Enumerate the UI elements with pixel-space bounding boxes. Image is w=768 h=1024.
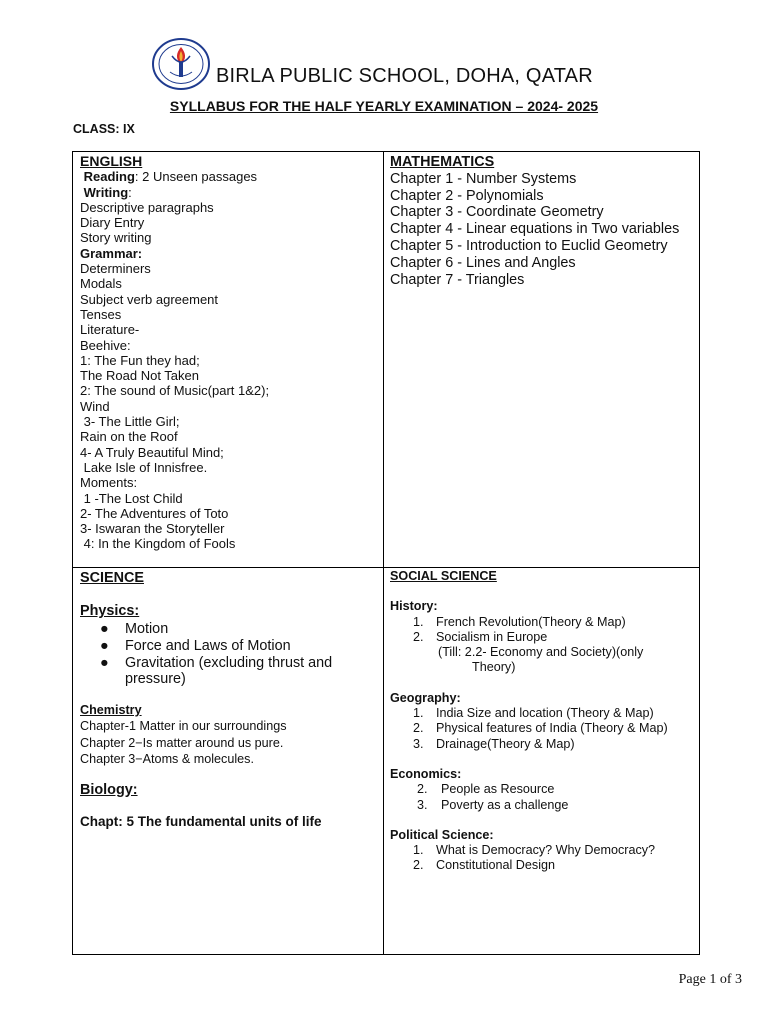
history-label: History: <box>390 599 438 614</box>
list-item: 1: The Fun they had; <box>80 352 200 368</box>
list-item: Chapter 2−Is matter around us pure. <box>80 735 284 750</box>
mathematics-cell <box>390 154 696 288</box>
list-item: Chapter 3 - Coordinate Geometry <box>390 204 604 221</box>
biology-label: Biology: <box>80 781 138 798</box>
list-item: 3. Drainage(Theory & Map) <box>413 736 575 751</box>
list-item: 2- The Adventures of Toto <box>80 505 229 521</box>
list-item: Story writing <box>80 230 152 246</box>
list-item: 4: In the Kingdom of Fools <box>80 536 236 552</box>
list-item: 3- The Little Girl; <box>80 414 180 430</box>
list-item: Chapter 2 - Polynomials <box>390 187 544 204</box>
english-cell <box>80 154 376 552</box>
biology-chapter: Chapt: 5 The fundamental units of life <box>80 813 322 829</box>
list-item: 2: The sound of Music(part 1&2); <box>80 383 270 399</box>
list-item: Lake Isle of Innisfree. <box>80 459 208 475</box>
economics-label: Economics: <box>390 766 462 781</box>
list-item: 3. Poverty as a challenge <box>417 797 569 812</box>
list-item: 2. Physical features of India (Theory & Map) <box>413 721 668 736</box>
document-header <box>152 38 672 90</box>
school-name: BIRLA PUBLIC SCHOOL, DOHA, QATAR <box>216 65 593 87</box>
list-item: Tenses <box>80 306 122 322</box>
list-item: 1. India Size and location (Theory & Map) <box>413 706 654 721</box>
list-item: Determiners <box>80 261 151 277</box>
science-heading: SCIENCE <box>80 570 144 586</box>
list-item: Chapter 3−Atoms & molecules. <box>80 752 254 767</box>
moments-label: Moments: <box>80 475 138 491</box>
writing-label: Writing <box>83 184 129 200</box>
page-number: Page 1 of 3 <box>678 972 742 987</box>
english-heading: ENGLISH <box>80 153 143 169</box>
school-crest-icon <box>152 38 210 90</box>
history-note: Theory) <box>472 660 516 675</box>
grammar-label: Grammar: <box>80 245 143 261</box>
list-item: 2. Socialism in Europe <box>413 629 548 644</box>
list-item: 3- Iswaran the Storyteller <box>80 521 225 537</box>
political-science-label: Political Science: <box>390 827 494 842</box>
geography-list <box>390 706 696 752</box>
history-list <box>390 615 696 646</box>
list-item: ● Motion <box>100 621 169 637</box>
list-item: Chapter 6 - Lines and Angles <box>390 254 576 271</box>
literature-label: Literature- <box>80 322 140 338</box>
bullet-icon: ● <box>100 654 109 671</box>
political-science-list <box>390 843 696 874</box>
class-label: CLASS: IX <box>73 122 135 136</box>
list-item: ● Force and Laws of Motion <box>100 637 291 654</box>
list-item: Modals <box>80 276 122 292</box>
list-item: Diary Entry <box>80 215 145 231</box>
reading-line <box>80 169 376 184</box>
list-item: 2. Constitutional Design <box>413 858 556 873</box>
list-item: Rain on the Roof <box>80 429 178 445</box>
science-cell <box>80 568 376 829</box>
column-divider <box>383 152 384 954</box>
social-science-cell <box>390 568 696 874</box>
list-item: Chapter 5 - Introduction to Euclid Geometry <box>390 237 668 254</box>
history-note: (Till: 2.2- Economy and Society)(only <box>438 645 644 660</box>
syllabus-table <box>72 151 700 955</box>
writing-line <box>80 185 376 200</box>
list-item: The Road Not Taken <box>80 368 199 384</box>
list-item: Chapter 7 - Triangles <box>390 271 525 288</box>
list-item: 4- A Truly Beautiful Mind; <box>80 444 224 460</box>
list-item: Descriptive paragraphs <box>80 199 214 215</box>
list-item: Subject verb agreement <box>80 291 219 307</box>
physics-list <box>80 621 376 688</box>
list-item: ● Gravitation (excluding thrust and pressure) <box>100 654 333 688</box>
economics-list <box>390 782 696 813</box>
reading-label: Reading <box>83 169 135 185</box>
list-item: 1. What is Democracy? Why Democracy? <box>413 843 656 858</box>
list-item: Chapter 4 - Linear equations in Two variables <box>390 221 680 238</box>
reading-text: : 2 Unseen passages <box>134 169 258 185</box>
list-item: 1 -The Lost Child <box>80 490 183 506</box>
list-item: Chapter 1 - Number Systems <box>390 170 577 187</box>
geography-label: Geography: <box>390 690 461 705</box>
syllabus-title: SYLLABUS FOR THE HALF YEARLY EXAMINATION – 2024- 2025 <box>169 98 599 114</box>
list-item: Chapter-1 Matter in our surroundings <box>80 719 287 734</box>
list-item: Wind <box>80 398 110 414</box>
beehive-label: Beehive: <box>80 337 131 353</box>
list-item: 2. People as Resource <box>417 782 555 797</box>
list-item: 1. French Revolution(Theory & Map) <box>413 614 626 629</box>
physics-label: Physics: <box>80 603 140 619</box>
writing-colon: : <box>128 184 132 200</box>
mathematics-heading: MATHEMATICS <box>390 154 495 170</box>
social-science-heading: SOCIAL SCIENCE <box>390 569 497 583</box>
chemistry-label: Chemistry <box>80 703 142 718</box>
bullet-icon: ● <box>100 637 109 654</box>
bullet-icon: ● <box>100 621 109 637</box>
